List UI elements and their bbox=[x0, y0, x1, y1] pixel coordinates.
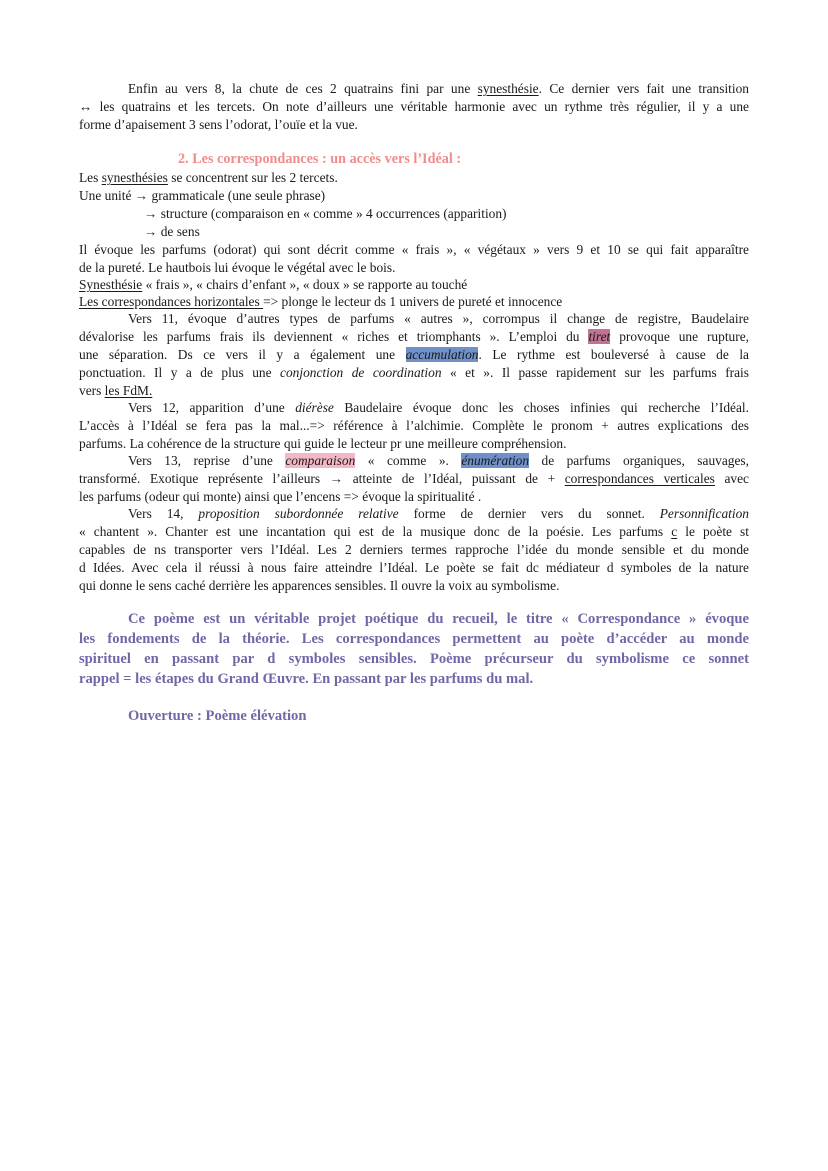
vers11-line-5: vers les FdM. bbox=[79, 383, 153, 398]
section-line-3: → structure (comparaison en « comme » 4 occurrences (apparition) bbox=[144, 206, 507, 221]
vers14-line-1: Vers 14, proposition subordonnée relative forme de dernier vers du sonnet. Personnification bbox=[128, 506, 749, 521]
section-line-2: Une unité → grammaticale (une seule phrase) bbox=[79, 188, 326, 203]
vers12-line-1: Vers 12, apparition d’une diérèse Baudelaire évoque donc les choses infinies qui recherche l’Idéal. bbox=[128, 400, 749, 415]
vers14-line-2: « chantent ». Chanter est une incantation qui est de la musique donc de la poésie. Les parfums c le poète st bbox=[79, 524, 749, 539]
highlight-enumeration: énumération bbox=[461, 453, 530, 468]
vers11-line-3: une séparation. Ds ce vers il y a également une accumulation. Le rythme est bouleversé à cause de la bbox=[79, 347, 750, 362]
vers12-line-3: parfums. La cohérence de la structure qui guide le lecteur pr une meilleure compréhension. bbox=[79, 436, 567, 451]
vers11-line-2: dévalorise les parfums frais ils deviennent « riches et triomphants ». L’emploi du tiret provoque une rupture, bbox=[79, 329, 749, 344]
vers13-line-1: Vers 13, reprise d’une comparaison « comme ». énumération de parfums organiques, sauvages, bbox=[128, 453, 749, 468]
highlight-tiret: tiret bbox=[588, 329, 611, 344]
vers14-line-3: capables de ns transporter vers l’Idéal. Les 2 derniers termes rapproche l’idée du monde sensible et du monde bbox=[79, 542, 749, 557]
section-line-7: Synesthésie « frais », « chairs d’enfant », « doux » se rapporte au touché bbox=[79, 277, 468, 292]
section-line-5: Il évoque les parfums (odorat) qui sont décrit comme « frais », « végétaux » vers 9 et 10 se qui fait apparaître bbox=[79, 242, 749, 257]
vers13-line-2: transformé. Exotique représente l’ailleurs → atteinte de l’Idéal, puissant de + correspondances verticales avec bbox=[79, 471, 750, 486]
conclusion-line-3: spirituel en passant par d symboles sensibles. Poème précurseur du symbolisme ce sonnet bbox=[79, 651, 749, 667]
term-synesthesie: synesthésie bbox=[477, 81, 539, 96]
conclusion-line-4: rappel = les étapes du Grand Œuvre. En passant par les parfums du mal. bbox=[79, 671, 534, 687]
vers11-line-4: ponctuation. Il y a de plus une conjonction de coordination « et ». Il passe rapidement sur les parfums frais bbox=[79, 365, 749, 380]
conclusion-line-1: Ce poème est un véritable projet poétique du recueil, le titre « Correspondance » évoque bbox=[128, 611, 749, 627]
intro-line-3: forme d’apaisement 3 sens l’odorat, l’ouïe et la vue. bbox=[79, 117, 358, 132]
intro-line-1: Enfin au vers 8, la chute de ces 2 quatrains fini par une synesthésie. Ce dernier vers fait une transition bbox=[128, 81, 749, 96]
vers11-line-1: Vers 11, évoque d’autres types de parfums « autres », corrompus il change de registre, Baudelaire bbox=[128, 311, 749, 326]
highlight-comparaison: comparaison bbox=[285, 453, 356, 468]
section-line-8: Les correspondances horizontales => plonge le lecteur ds 1 univers de pureté et innocence bbox=[79, 294, 563, 309]
vers14-line-4: d Idées. Avec cela il réussi à nous faire atteindre l’Idéal. Le poète se fait dc médiateur d symboles de la nature bbox=[79, 560, 749, 575]
vers14-line-5: qui donne le sens caché derrière les apparences sensibles. Il ouvre la voix au symbolisme. bbox=[79, 578, 560, 593]
section-line-6: de la pureté. Le hautbois lui évoque le végétal avec le bois. bbox=[79, 260, 396, 275]
intro-line-2: ↔ les quatrains et les tercets. On note d’ailleurs une véritable harmonie avec un rythme très régulier, il y a une bbox=[79, 99, 749, 114]
section-heading: 2. Les correspondances : un accès vers l’Idéal : bbox=[178, 151, 462, 167]
conclusion-line-2: les fondements de la théorie. Les correspondances permettent au poète d’accéder au monde bbox=[79, 631, 749, 647]
ouverture: Ouverture : Poème élévation bbox=[128, 708, 307, 724]
highlight-accumulation: accumulation bbox=[405, 347, 479, 362]
vers12-line-2: L’accès à l’Idéal se fera pas la mal...=> référence à l’alchimie. Complète le pronom + autres explications des bbox=[79, 418, 749, 433]
section-line-4: → de sens bbox=[144, 224, 200, 239]
vers13-line-3: les parfums (odeur qui monte) ainsi que l’encens => évoque la spiritualité . bbox=[79, 489, 482, 504]
section-line-1: Les synesthésies se concentrent sur les 2 tercets. bbox=[79, 170, 338, 185]
